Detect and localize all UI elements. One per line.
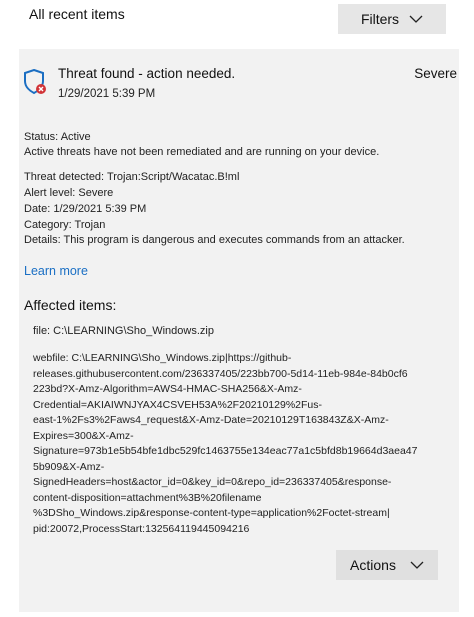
details-line: Details: This program is dangerous and executes commands from an attacker. bbox=[24, 234, 405, 246]
affected-file: file: C:\LEARNING\Sho_Windows.zip bbox=[33, 325, 214, 337]
all-recent-items-title: All recent items bbox=[29, 6, 125, 22]
webfile-line: 223bd?X-Amz-Algorithm=AWS4-HMAC-SHA256&X-Amz- bbox=[33, 383, 302, 395]
webfile-line: east-1%2Fs3%2Faws4_request&X-Amz-Date=20210129T163843Z&X-Amz- bbox=[33, 414, 389, 426]
status-description: Active threats have not been remediated and are running on your device. bbox=[24, 146, 380, 158]
learn-more-link[interactable]: Learn more bbox=[24, 264, 88, 278]
affected-webfile bbox=[33, 351, 455, 537]
webfile-line: Signature=973b1e5b54bfe1dbc529fc1463755e134eac77a1c5bfd8b19664d3aea47 bbox=[33, 445, 418, 457]
status-line: Status: Active bbox=[24, 131, 91, 143]
affected-items-heading: Affected items: bbox=[24, 297, 117, 313]
threat-date: 1/29/2021 5:39 PM bbox=[58, 88, 156, 100]
webfile-line: %3DSho_Windows.zip&response-content-type=application%2Foctet-stream| bbox=[33, 507, 390, 519]
threat-card bbox=[19, 49, 459, 612]
chevron-down-icon bbox=[409, 14, 423, 24]
severity-label: Severe bbox=[414, 66, 457, 81]
webfile-line: Expires=300&X-Amz- bbox=[33, 429, 134, 442]
webfile-line: SignedHeaders=host&actor_id=0&key_id=0&repo_id=236337405&response- bbox=[33, 476, 392, 488]
alert-level-line: Alert level: Severe bbox=[24, 187, 114, 199]
webfile-line: pid:20072,ProcessStart:132564119445094216 bbox=[33, 522, 250, 535]
shield-alert-icon bbox=[23, 69, 47, 95]
webfile-line: webfile: C:\LEARNING\Sho_Windows.zip|https://github- bbox=[33, 352, 292, 364]
date-line: Date: 1/29/2021 5:39 PM bbox=[24, 203, 147, 215]
webfile-line: releases.githubusercontent.com/236337405/223bb700-5d14-11eb-984e-84b0cf6 bbox=[33, 367, 408, 380]
threat-detected-line: Threat detected: Trojan:Script/Wacatac.B!ml bbox=[24, 171, 240, 183]
threat-title: Threat found - action needed. bbox=[58, 66, 236, 81]
filters-button[interactable] bbox=[338, 4, 446, 34]
webfile-line: Credential=AKIAIWNJYAX4CSVEH53A%2F20210129%2Fus- bbox=[33, 398, 322, 411]
filters-label: Filters bbox=[360, 11, 400, 27]
webfile-line: content-disposition=attachment%3B%20filename bbox=[33, 491, 262, 504]
chevron-down-icon bbox=[410, 560, 424, 570]
category-line: Category: Trojan bbox=[24, 219, 106, 231]
actions-label: Actions bbox=[350, 557, 396, 573]
webfile-line: 5b909&X-Amz- bbox=[33, 460, 105, 473]
actions-button[interactable] bbox=[336, 550, 438, 580]
